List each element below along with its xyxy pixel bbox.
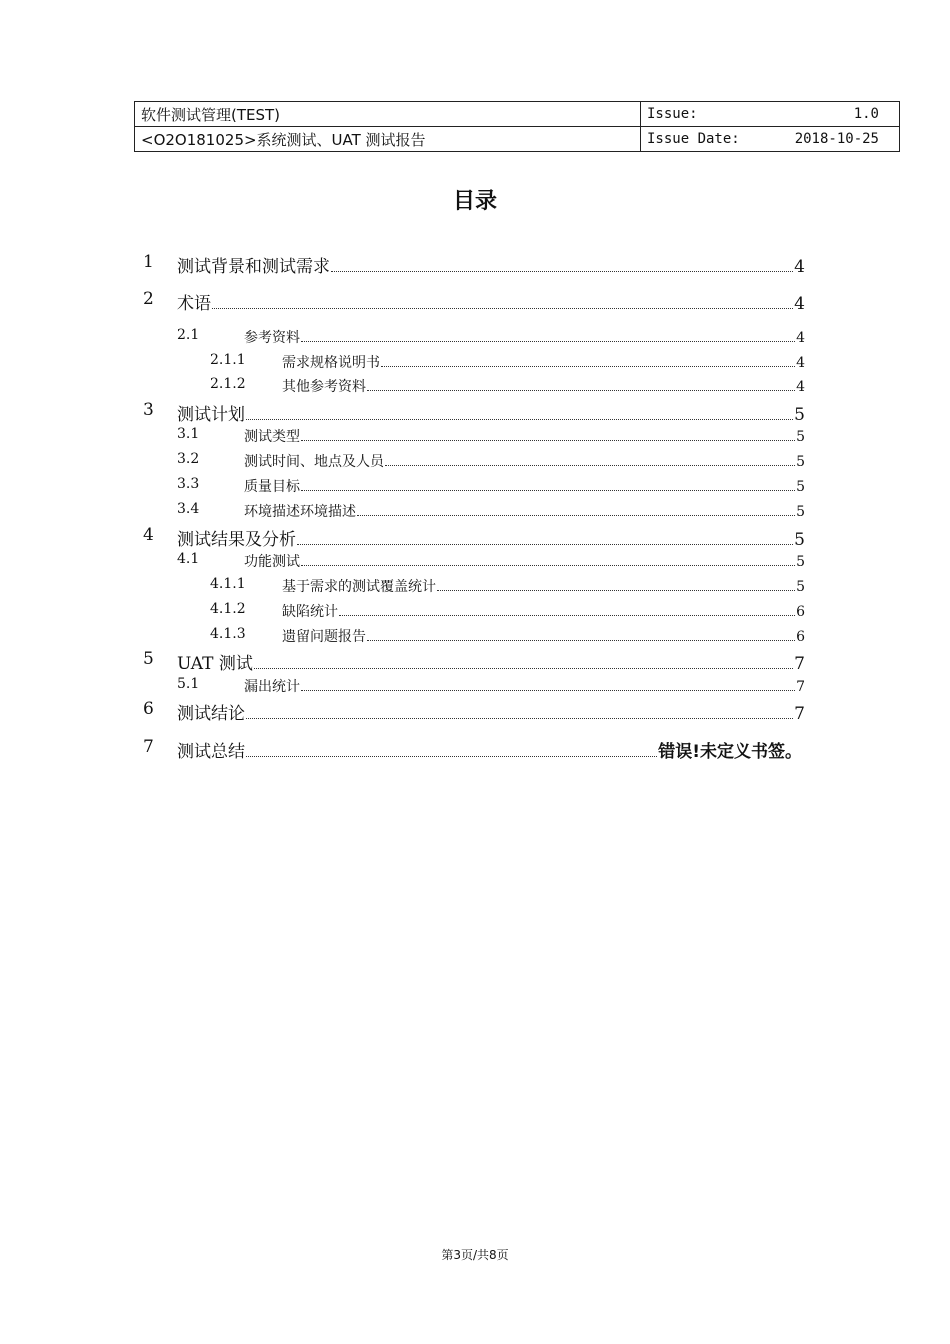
toc-entry-label: 质量目标 xyxy=(244,479,300,495)
toc-entry-number: 6 xyxy=(143,699,154,719)
toc-entry-number: 2 xyxy=(143,289,154,309)
toc-entry-number: 4 xyxy=(143,525,154,545)
toc-entry-number: 4.1.2 xyxy=(210,601,246,617)
toc-entry-number: 5.1 xyxy=(177,676,200,692)
toc-leader-dots xyxy=(301,489,795,491)
toc-leader-dots xyxy=(301,689,795,691)
project-name: 软件测试管理(TEST) xyxy=(135,102,641,127)
toc-entry-page: 5 xyxy=(794,530,805,550)
toc-entry-number: 3.1 xyxy=(177,426,200,442)
toc-entry-number: 4.1.1 xyxy=(210,576,246,592)
toc-entry[interactable] xyxy=(282,376,805,396)
toc-entry[interactable] xyxy=(177,289,805,314)
toc-entry[interactable] xyxy=(282,576,805,596)
toc-entry[interactable] xyxy=(244,451,805,471)
toc-entry-page: 5 xyxy=(796,454,805,470)
toc-entry-number: 3.3 xyxy=(177,476,200,492)
toc-entry-label: 需求规格说明书 xyxy=(282,355,380,371)
toc-entry-label: 其他参考资料 xyxy=(282,379,366,395)
toc-entry[interactable] xyxy=(244,476,805,496)
toc-entry[interactable] xyxy=(177,737,802,762)
toc-entry-page: 4 xyxy=(796,379,805,395)
toc-leader-dots xyxy=(254,667,793,669)
toc-entry[interactable] xyxy=(177,252,805,277)
issue-cell xyxy=(641,102,900,127)
toc-entry-page: 5 xyxy=(796,504,805,520)
issue-date-cell xyxy=(641,127,900,152)
toc-entry[interactable] xyxy=(282,626,805,646)
toc-leader-dots xyxy=(437,589,795,591)
toc-entry-page: 7 xyxy=(796,679,805,695)
toc-entry-label: 测试结论 xyxy=(177,704,245,724)
toc-entry-label: 遗留问题报告 xyxy=(282,629,366,645)
toc-leader-dots xyxy=(339,614,795,616)
toc-entry-label: 基于需求的测试覆盖统计 xyxy=(282,579,436,595)
toc-leader-dots xyxy=(301,564,795,566)
toc-entry-number: 3.4 xyxy=(177,501,200,517)
toc-entry-label: 测试时间、地点及人员 xyxy=(244,454,384,470)
toc-entry-label: 功能测试 xyxy=(244,554,300,570)
issue-date-label: Issue Date: xyxy=(647,131,740,147)
toc-leader-dots xyxy=(385,464,795,466)
toc-entry-number: 3.2 xyxy=(177,451,200,467)
toc-leader-dots xyxy=(246,418,793,420)
toc-entry-number: 2.1.2 xyxy=(210,376,246,392)
toc-leader-dots xyxy=(297,543,793,545)
toc-entry-number: 5 xyxy=(143,649,154,669)
toc-entry-page: 4 xyxy=(796,355,805,371)
toc-entry-label: 测试背景和测试需求 xyxy=(177,257,330,277)
toc-leader-dots xyxy=(357,514,795,516)
toc-entry-number: 1 xyxy=(143,252,154,272)
issue-label: Issue: xyxy=(647,106,698,122)
toc-entry[interactable] xyxy=(177,649,805,674)
toc-entry-label: 测试计划 xyxy=(177,405,245,425)
toc-leader-dots xyxy=(367,639,795,641)
toc-entry[interactable] xyxy=(282,352,805,372)
toc-entry-label: 漏出统计 xyxy=(244,679,300,695)
toc-leader-dots xyxy=(246,717,793,719)
toc-entry[interactable] xyxy=(244,426,805,446)
toc-entry-number: 4.1 xyxy=(177,551,200,567)
toc-entry[interactable] xyxy=(282,601,805,621)
document-title: <O2O181025>系统测试、UAT 测试报告 xyxy=(135,127,641,152)
toc-entry[interactable] xyxy=(244,327,805,347)
toc-entry[interactable] xyxy=(177,525,805,550)
toc-entry-error-text: 错误!未定义书签。 xyxy=(658,742,802,762)
toc-entry[interactable] xyxy=(244,676,805,696)
toc-entry-label: 参考资料 xyxy=(244,330,300,346)
toc-entry-label: 测试类型 xyxy=(244,429,300,445)
toc-leader-dots xyxy=(331,270,793,272)
issue-date-value: 2018-10-25 xyxy=(794,131,879,147)
toc-leader-dots xyxy=(212,307,793,309)
toc-entry-page: 7 xyxy=(794,654,805,674)
toc-entry-page: 7 xyxy=(794,704,805,724)
toc-entry-page: 6 xyxy=(796,629,805,645)
toc-entry-page: 5 xyxy=(794,405,805,425)
toc-leader-dots xyxy=(246,755,657,757)
toc-leader-dots xyxy=(301,340,795,342)
toc-leader-dots xyxy=(367,389,795,391)
page-footer: 第3页/共8页 xyxy=(441,1248,509,1262)
toc-entry-page: 5 xyxy=(796,579,805,595)
toc-entry-page: 4 xyxy=(796,330,805,346)
toc-entry-label: 环境描述环境描述 xyxy=(244,504,356,520)
toc-entry-number: 3 xyxy=(143,400,154,420)
toc-leader-dots xyxy=(381,365,795,367)
toc-entry-label: 术语 xyxy=(177,294,211,314)
toc-entry[interactable] xyxy=(177,400,805,425)
toc-leader-dots xyxy=(301,439,795,441)
toc-entry[interactable] xyxy=(177,699,805,724)
issue-value: 1.0 xyxy=(853,106,879,122)
toc-entry-page: 5 xyxy=(796,554,805,570)
toc-title: 目录 xyxy=(452,189,497,214)
toc-entry[interactable] xyxy=(244,551,805,571)
toc-entry-page: 4 xyxy=(794,257,805,277)
toc-entry-page: 5 xyxy=(796,479,805,495)
toc-entry-label: 测试总结 xyxy=(177,742,245,762)
toc-entry-number: 7 xyxy=(143,737,154,757)
toc-entry-number: 4.1.3 xyxy=(210,626,246,642)
toc-entry[interactable] xyxy=(244,501,805,521)
toc-entry-label: 缺陷统计 xyxy=(282,604,338,620)
toc-entry-label: UAT 测试 xyxy=(177,654,253,674)
toc-entry-number: 2.1.1 xyxy=(210,352,246,368)
toc-entry-page: 4 xyxy=(794,294,805,314)
document-header xyxy=(134,101,900,152)
toc-entry-page: 6 xyxy=(796,604,805,620)
toc-entry-number: 2.1 xyxy=(177,327,200,343)
toc-entry-label: 测试结果及分析 xyxy=(177,530,296,550)
toc-entry-page: 5 xyxy=(796,429,805,445)
